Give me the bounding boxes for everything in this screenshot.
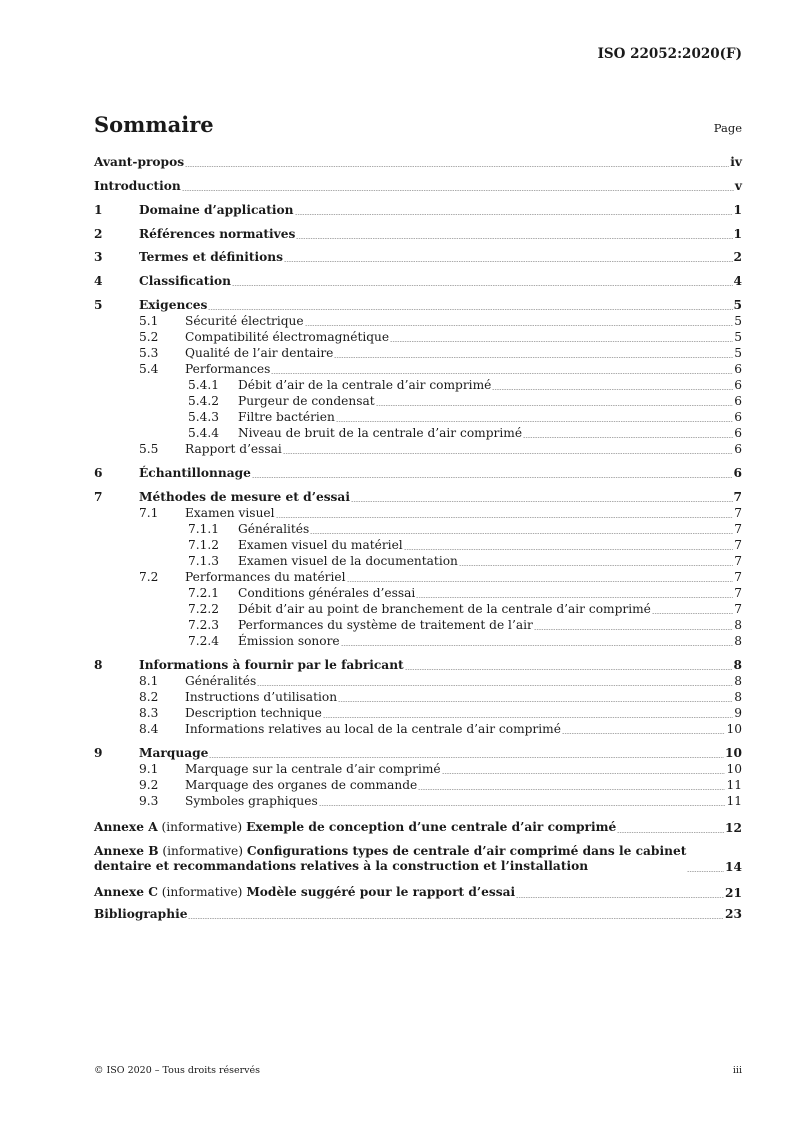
leader-dots [523, 437, 733, 438]
annex-label: Annexe C [94, 885, 158, 899]
annex-kind: (informative) [161, 820, 243, 834]
toc-entry-number: 8.3 [139, 706, 159, 720]
toc-entry-number: 8.2 [139, 690, 159, 704]
toc-entry-page: 10 [726, 762, 742, 776]
toc-entry-title: Performances du matériel [185, 570, 346, 584]
toc-entry-page: 1 [733, 227, 742, 241]
toc-entry-title: Classification [139, 274, 232, 288]
toc-entry-annex[interactable] [94, 844, 742, 874]
toc-entry-number: 5.2 [139, 330, 159, 344]
toc-entry-title: Examen visuel [185, 506, 275, 520]
toc-entry-number: 7.1 [139, 506, 159, 520]
toc-entry-number: 8 [94, 658, 103, 672]
toc-entry-page: 1 [733, 203, 742, 217]
toc-entry-number: 5.4.3 [188, 410, 220, 424]
toc-entry-title: Compatibilité électromagnétique [185, 330, 390, 344]
toc-entry-page: 8 [734, 674, 742, 688]
toc-entry-page: 4 [733, 274, 742, 288]
leader-dots [338, 701, 733, 702]
toc-entry[interactable] [94, 156, 742, 169]
toc-entry-title: Échantillonnage [139, 466, 251, 480]
leader-dots [185, 166, 729, 167]
toc-entry[interactable] [94, 331, 742, 344]
annex-title-continued: dentaire et recommandations relatives à la construction et l’installation [94, 859, 589, 873]
leader-dots [351, 501, 733, 502]
toc-entry-page: 14 [725, 860, 742, 874]
toc-entry-title: Bibliographie [94, 907, 188, 921]
toc-entry-page: 6 [734, 442, 742, 456]
toc-entry[interactable] [94, 603, 742, 616]
leader-dots [208, 309, 732, 310]
toc-entry-page: 10 [726, 722, 742, 736]
toc-entry[interactable] [94, 675, 742, 688]
copyright-notice: © ISO 2020 – Tous droits réservés [94, 1065, 261, 1076]
toc-entry[interactable] [94, 539, 742, 552]
leader-dots [652, 613, 733, 614]
toc-entry[interactable] [94, 275, 742, 288]
toc-entry-number: 9.3 [139, 794, 159, 808]
toc-entry[interactable] [94, 427, 742, 440]
leader-dots [296, 238, 732, 239]
toc-entry[interactable] [94, 228, 742, 241]
toc-entry[interactable] [94, 395, 742, 408]
toc-entry[interactable] [94, 619, 742, 632]
toc-entry-title: Instructions d’utilisation [185, 690, 338, 704]
toc-entry-title: Marquage sur la centrale d’air comprimé [185, 762, 441, 776]
toc-entry-title: Filtre bactérien [238, 410, 335, 424]
toc-entry-page: 7 [734, 586, 742, 600]
annex-label: Annexe B [94, 844, 159, 858]
toc-entry-annex[interactable] [94, 885, 742, 900]
toc-entry-page: 6 [734, 426, 742, 440]
toc-entry-title: Débit d’air au point de branchement de la centrale d’air comprimé [238, 602, 651, 616]
leader-dots [305, 325, 734, 326]
document-code: ISO 22052:2020(F) [597, 46, 742, 62]
leader-dots [319, 805, 726, 806]
toc-entry-number: 5 [94, 298, 103, 312]
leader-dots [182, 190, 734, 191]
toc-entry-title: Marquage des organes de commande [185, 778, 418, 792]
toc-entry-number: 7 [94, 490, 103, 504]
leader-dots [232, 285, 733, 286]
toc-entry[interactable] [94, 659, 742, 672]
toc-entry[interactable] [94, 555, 742, 568]
toc-entry-number: 9.2 [139, 778, 159, 792]
leader-dots [284, 261, 733, 262]
toc-entry-page: 7 [734, 506, 742, 520]
leader-dots [276, 517, 734, 518]
toc-entry[interactable] [94, 723, 742, 736]
leader-dots [336, 421, 733, 422]
leader-dots [334, 357, 733, 358]
toc-entry[interactable] [94, 315, 742, 328]
page-title: Sommaire [94, 112, 214, 137]
leader-dots [323, 717, 733, 718]
toc-entry-page: 5 [733, 298, 742, 312]
leader-dots [442, 773, 726, 774]
toc-entry[interactable] [94, 507, 742, 520]
leader-dots [492, 389, 733, 390]
toc-entry[interactable] [94, 523, 742, 536]
title-row [94, 112, 742, 137]
toc-entry-number: 5.4.1 [188, 378, 220, 392]
annex-kind: (informative) [162, 844, 244, 858]
toc-entry[interactable] [94, 467, 742, 480]
toc-entry-page: 7 [734, 522, 742, 536]
leader-dots [390, 341, 733, 342]
toc-entry-page: 7 [734, 538, 742, 552]
leader-dots [271, 373, 733, 374]
toc-entry-title: Niveau de bruit de la centrale d’air comprimé [238, 426, 523, 440]
leader-dots [376, 405, 734, 406]
toc-entry-number: 7.1.1 [188, 522, 220, 536]
leader-dots [252, 477, 733, 478]
toc-entry-number: 1 [94, 203, 103, 217]
annex-title: Exemple de conception d’une centrale d’air comprimé [246, 820, 617, 834]
toc-entry-title: Généralités [238, 522, 310, 536]
annex-title-block [94, 885, 515, 900]
toc-entry-number: 5.3 [139, 346, 159, 360]
toc-entry-page: 7 [733, 490, 742, 504]
leader-dots [416, 597, 733, 598]
toc-entry-page: 10 [725, 746, 742, 760]
toc-entry-number: 6 [94, 466, 103, 480]
toc-entry[interactable] [94, 204, 742, 217]
toc-entry-title: Performances [185, 362, 271, 376]
toc-entry-number: 7.1.2 [188, 538, 220, 552]
toc-entry-page: iv [730, 155, 742, 169]
toc-entry-title: Termes et définitions [139, 250, 283, 264]
toc-entry-title: Généralités [185, 674, 257, 688]
toc-entry-number: 7.2.4 [188, 634, 220, 648]
toc-entry-title: Examen visuel du matériel [238, 538, 403, 552]
toc-entry-page: 7 [734, 570, 742, 584]
toc-entry-page: 7 [734, 554, 742, 568]
toc-entry[interactable] [94, 779, 742, 792]
toc-entry-number: 7.1.3 [188, 554, 220, 568]
toc-entry-page: 5 [734, 314, 742, 328]
leader-dots [341, 645, 734, 646]
toc-entry[interactable] [94, 491, 742, 504]
leader-dots [283, 453, 733, 454]
toc-entry-title: Symboles graphiques [185, 794, 318, 808]
leader-dots [459, 565, 733, 566]
toc-entry-page: 5 [734, 330, 742, 344]
toc-entry-number: 7.2.3 [188, 618, 220, 632]
toc-entry-page: 8 [734, 618, 742, 632]
annex-label: Annexe A [94, 820, 158, 834]
toc-entry-title: Émission sonore [238, 634, 340, 648]
annex-title-block [94, 844, 686, 874]
toc-entry-title: Qualité de l’air dentaire [185, 346, 334, 360]
page-column-label: Page [713, 121, 742, 135]
toc-entry-title: Débit d’air de la centrale d’air comprimé [238, 378, 492, 392]
leader-dots [188, 918, 724, 919]
toc-entry-page: 6 [734, 394, 742, 408]
toc-entry-page: 23 [725, 907, 742, 921]
leader-dots [617, 832, 724, 833]
toc-entry[interactable] [94, 691, 742, 704]
annex-title-block [94, 820, 616, 835]
toc-entry-page: 11 [726, 794, 742, 808]
toc-entry[interactable] [94, 299, 742, 312]
toc-entry-page: 6 [734, 362, 742, 376]
toc-entry-number: 8.1 [139, 674, 159, 688]
toc-entry-number: 2 [94, 227, 103, 241]
leader-dots [687, 871, 724, 872]
page-number: iii [732, 1065, 742, 1076]
toc-entry-page: 6 [734, 410, 742, 424]
toc-entry-title: Informations relatives au local de la centrale d’air comprimé [185, 722, 561, 736]
toc-entry-number: 5.1 [139, 314, 159, 328]
toc-entry-page: 11 [726, 778, 742, 792]
toc-entry-page: 2 [733, 250, 742, 264]
toc-entry-page: 6 [734, 378, 742, 392]
toc-entry-title: Informations à fournir par le fabricant [139, 658, 404, 672]
toc-entry-number: 9 [94, 746, 103, 760]
leader-dots [418, 789, 725, 790]
toc-entry-page: v [734, 179, 742, 193]
toc-entry-title: Références normatives [139, 227, 296, 241]
toc-entry-number: 9.1 [139, 762, 159, 776]
toc-entry-number: 8.4 [139, 722, 159, 736]
toc-entry[interactable] [94, 363, 742, 376]
annex-title: Modèle suggéré pour le rapport d’essai [246, 885, 516, 899]
leader-dots [209, 757, 724, 758]
toc-entry[interactable] [94, 180, 742, 193]
toc-entry-title: Exigences [139, 298, 208, 312]
leader-dots [404, 549, 734, 550]
toc-entry-title: Introduction [94, 179, 181, 193]
leader-dots [310, 533, 733, 534]
toc-entry-number: 7.2.2 [188, 602, 220, 616]
toc-entry-page: 7 [734, 602, 742, 616]
toc-entry-bibliography[interactable] [94, 908, 742, 921]
toc-entry[interactable] [94, 795, 742, 808]
toc-entry-page: 8 [733, 658, 742, 672]
annex-kind: (informative) [161, 885, 243, 899]
toc-entry-page: 9 [734, 706, 742, 720]
leader-dots [562, 733, 726, 734]
toc-entry[interactable] [94, 747, 742, 760]
toc-entry[interactable] [94, 707, 742, 720]
toc-entry[interactable] [94, 443, 742, 456]
toc-entry-title: Performances du système de traitement de l’air [238, 618, 533, 632]
leader-dots [257, 685, 733, 686]
toc-entry[interactable] [94, 347, 742, 360]
toc-entry-annex[interactable] [94, 820, 742, 835]
toc-entry[interactable] [94, 587, 742, 600]
toc-entry-title: Conditions générales d’essai [238, 586, 416, 600]
toc-entry-number: 5.4.2 [188, 394, 220, 408]
toc-entry[interactable] [94, 571, 742, 584]
annex-title: Configurations types de centrale d’air comprimé dans le cabinet [246, 844, 687, 858]
toc-entry-title: Marquage [139, 746, 209, 760]
toc-entry-number: 4 [94, 274, 103, 288]
toc-entry[interactable] [94, 251, 742, 264]
leader-dots [534, 629, 733, 630]
toc-entry-page: 6 [733, 466, 742, 480]
leader-dots [347, 581, 734, 582]
toc-entry[interactable] [94, 635, 742, 648]
toc-entry[interactable] [94, 763, 742, 776]
toc-entry-page: 21 [725, 886, 742, 900]
toc-entry-title: Avant-propos [94, 155, 185, 169]
toc-entry-page: 8 [734, 690, 742, 704]
toc-entry-title: Sécurité électrique [185, 314, 304, 328]
toc-entry[interactable] [94, 379, 742, 392]
leader-dots [516, 897, 724, 898]
toc-entry-page: 8 [734, 634, 742, 648]
toc-entry-page: 12 [725, 821, 742, 835]
toc-entry-number: 5.4 [139, 362, 159, 376]
toc-entry-number: 3 [94, 250, 103, 264]
toc-entry-title: Rapport d’essai [185, 442, 282, 456]
toc-entry-number: 7.2 [139, 570, 159, 584]
toc-entry-title: Examen visuel de la documentation [238, 554, 458, 568]
toc-entry-title: Purgeur de condensat [238, 394, 375, 408]
leader-dots [295, 214, 733, 215]
toc-entry-page: 5 [734, 346, 742, 360]
toc-entry-number: 7.2.1 [188, 586, 220, 600]
toc-entry-title: Domaine d’application [139, 203, 294, 217]
toc-entry-title: Description technique [185, 706, 322, 720]
toc-entry-title: Méthodes de mesure et d’essai [139, 490, 350, 504]
leader-dots [405, 669, 733, 670]
toc-entry[interactable] [94, 411, 742, 424]
toc-entry-number: 5.4.4 [188, 426, 220, 440]
toc-entry-number: 5.5 [139, 442, 159, 456]
